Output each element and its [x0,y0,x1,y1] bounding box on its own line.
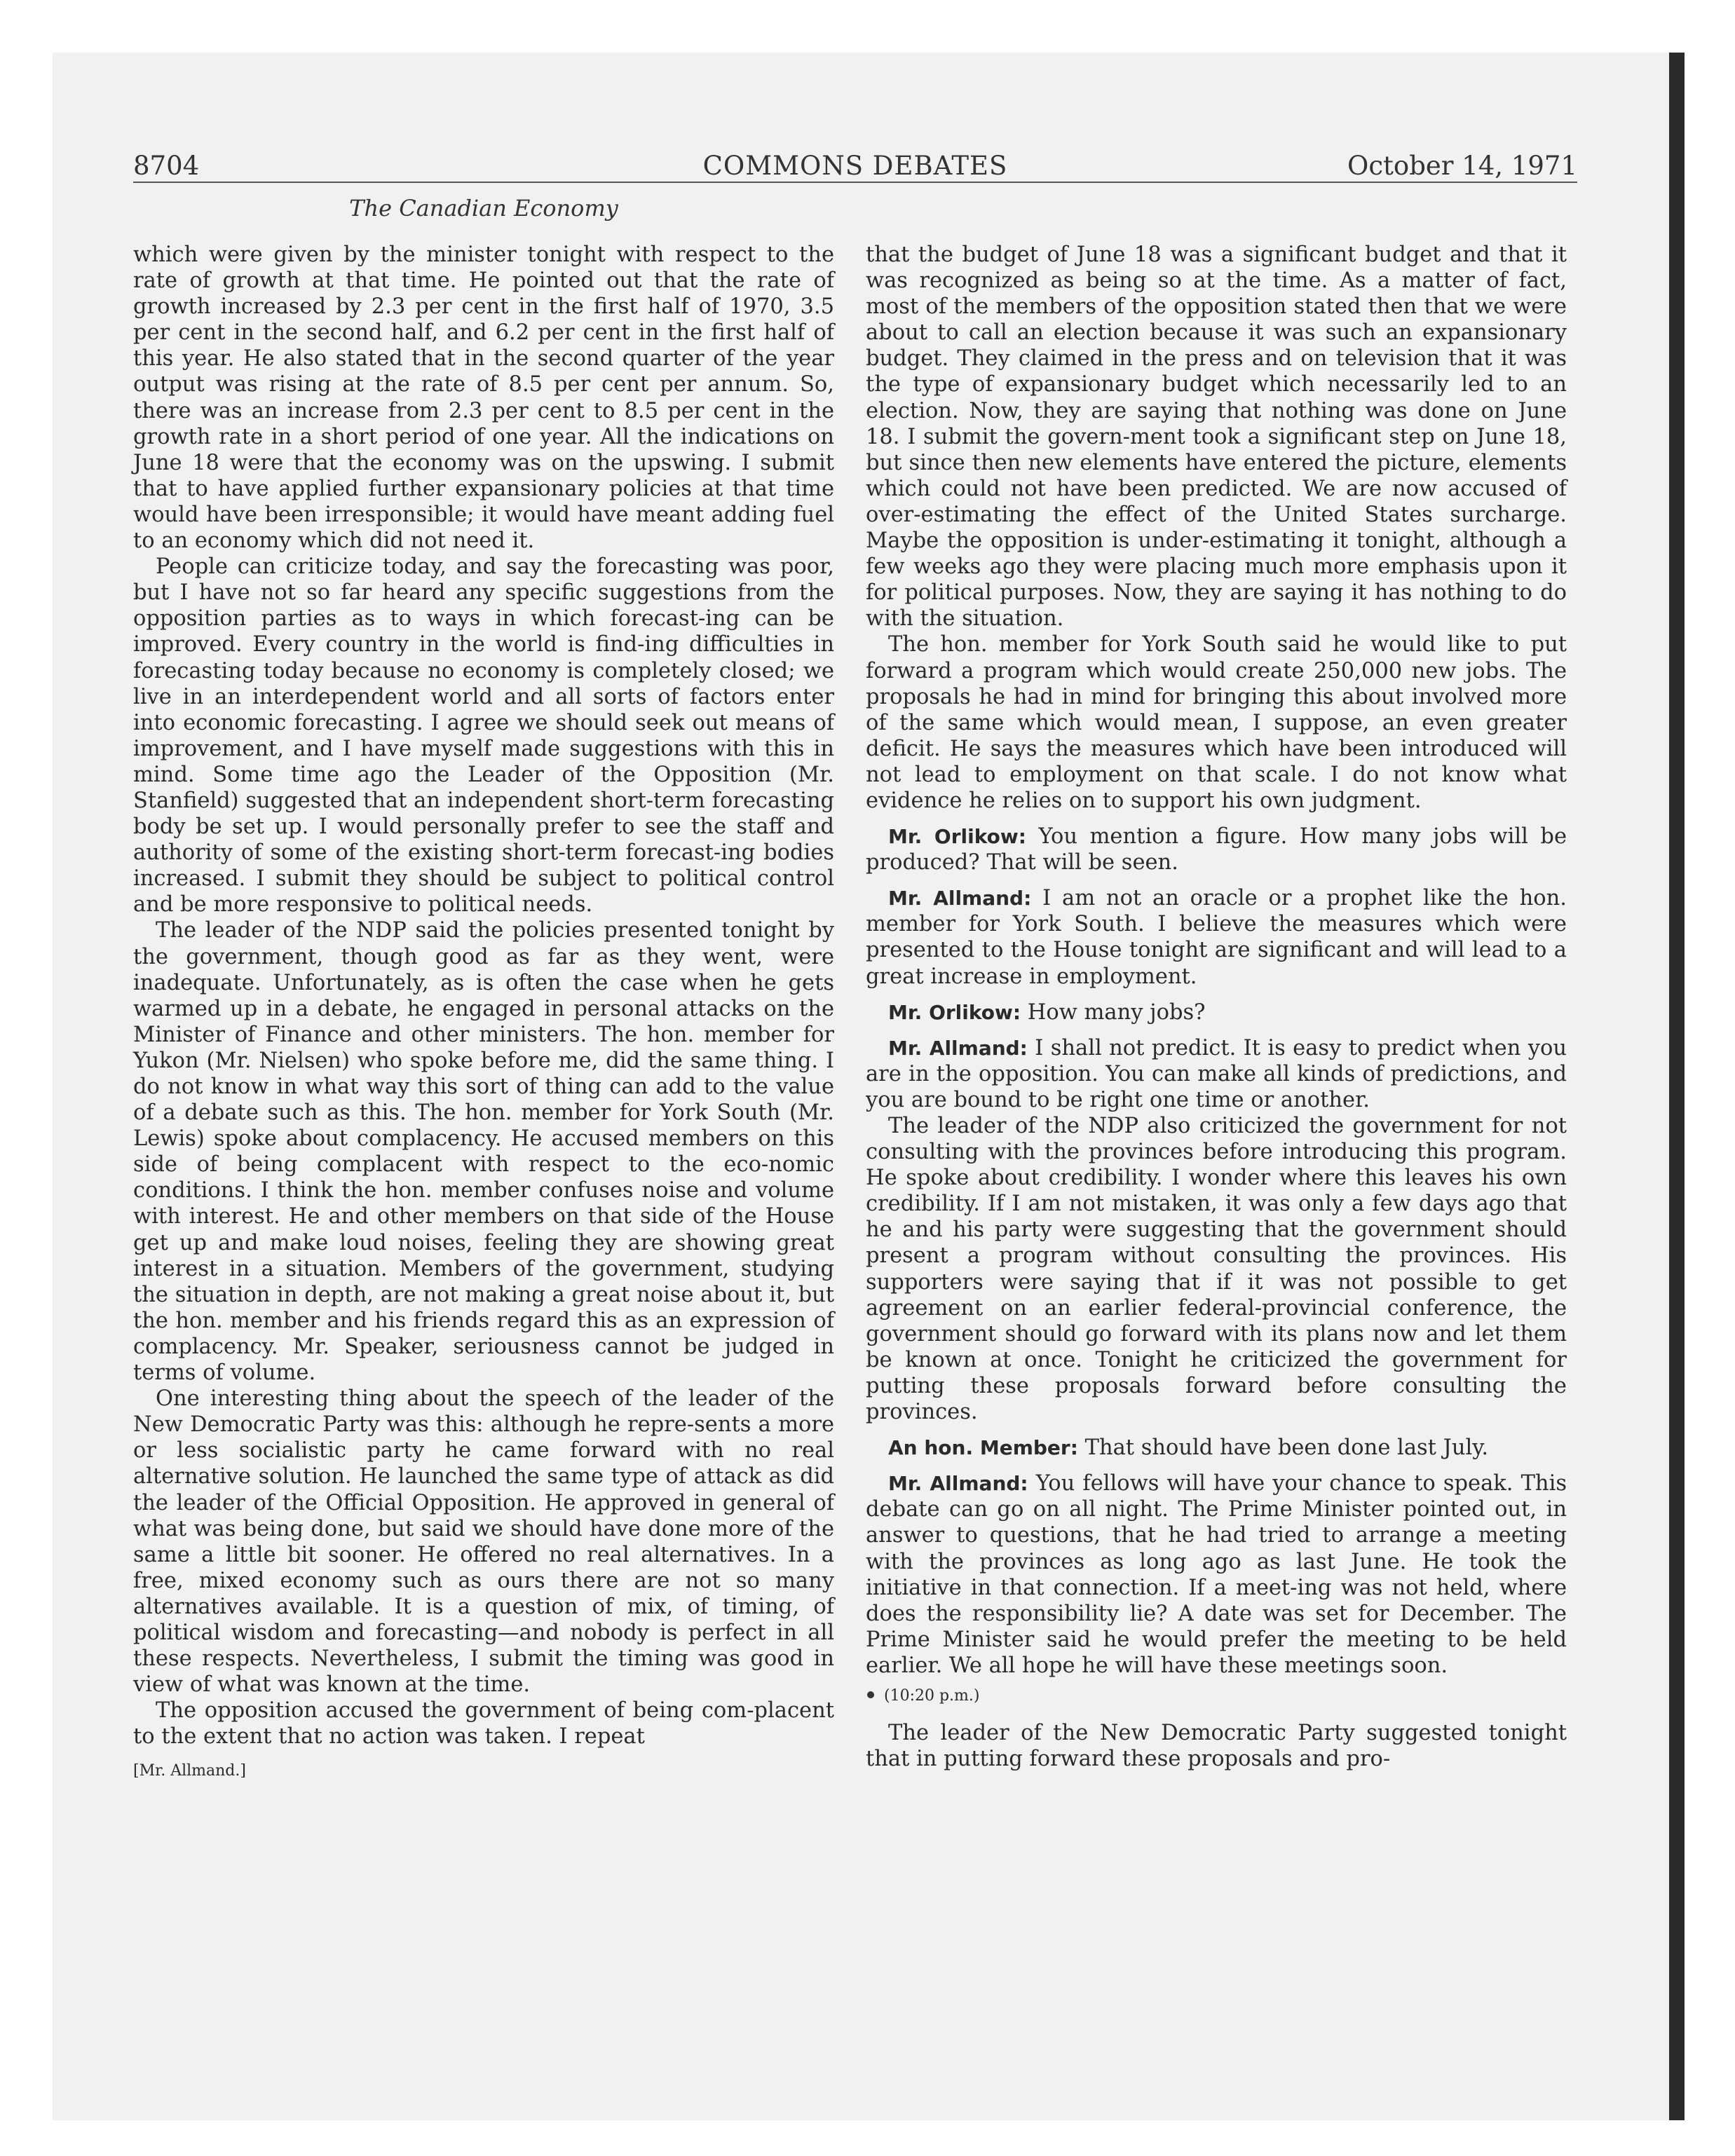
speech-paragraph [866,1035,1567,1113]
speech-text: I am not an oracle or a prophet like the hon. member for York South. I believe the measures which were presented to the House tonight are significant and will lead to a great increase in employment. [866,886,1567,989]
speaker-name: An hon. Member: [888,1436,1078,1460]
speech-text: You mention a figure. How many jobs will be produced? That will be seen. [866,824,1567,875]
paragraph: The leader of the New Democratic Party suggested tonight that in putting forward these proposals and pro- [866,1721,1567,1772]
page-spine-edge [1669,53,1685,2120]
speaker-name: Mr. Allmand: [888,1472,1028,1496]
paragraph: People can criticize today, and say the forecasting was poor, but I have not so far heard any specific suggestions from the opposition parties as to ways in which forecast-ing can be improved. Every country in the world is find-ing difficulties in forecasting today because no economy is completely closed; we live in an interdependent world and all sorts of factors enter into economic forecasting. I agree we should seek out means of improvement, and I have myself made suggestions with this in mind. Some time ago the Leader of the Opposition (Mr. Stanfield) suggested that an independent short-term forecasting body be set up. I would personally prefer to see the staff and authority of some of the existing short-term forecast-ing bodies increased. I submit they should be subject to political control and be more responsive to political needs. [133,554,834,917]
paragraph: The leader of the NDP said the policies presented tonight by the government, though good as far as they went, were inadequate. Unfortunately, as is often the case when he gets warmed up in a debate, he engaged in personal attacks on the Minister of Finance and other ministers. The hon. member for Yukon (Mr. Nielsen) who spoke before me, did the same thing. I do not know in what way this sort of thing can add to the value of a debate such as this. The hon. member for York South (Mr. Lewis) spoke about complacency. He accused members on this side of being complacent with respect to the eco-nomic conditions. I think the hon. member confuses noise and volume with interest. He and other members on that side of the House get up and make loud noises, feeling they are showing great interest in a situation. Members of the government, studying the situation in depth, are not making a great noise about it, but the hon. member and his friends regard this as an expression of complacency. Mr. Speaker, seriousness cannot be judged in terms of volume. [133,918,834,1386]
speech-text: That should have been done last July. [1084,1435,1489,1461]
speaker-name: Mr. Allmand: [888,887,1032,910]
speech-text: I shall not predict. It is easy to predict when you are in the opposition. You can make all kinds of predictions, and you are bound to be right one time or another. [866,1035,1567,1112]
publication-title: COMMONS DEBATES [702,151,1008,181]
speaker-footnote: [Mr. Allmand.] [133,1762,246,1780]
left-column [133,242,834,1785]
speech-paragraph [866,999,1567,1025]
paragraph: The leader of the NDP also criticized the government for not consulting with the provinces before introducing this program. He spoke about credibility. I wonder where this leaves his own credibility. If I am not mistaken, it was only a few days ago that he and his party were suggesting that the government should present a program without consulting the provinces. His supporters were saying that if it was not possible to get agreement on an earlier federal-provincial conference, the government should go forward with its plans now and let them be known at once. Tonight he criticized the government for putting these proposals forward before consulting the provinces. [866,1114,1567,1425]
running-header [133,151,1577,183]
paragraph: which were given by the minister tonight with respect to the rate of growth at that time. He pointed out that the rate of growth increased by 2.3 per cent in the first half of 1970, 3.5 per cent in the second half, and 6.2 per cent in the first half of this year. He also stated that in the second quarter of the year output was rising at the rate of 8.5 per cent per annum. So, there was an increase from 2.3 per cent to 8.5 per cent in the growth rate in a short period of one year. All the indications on June 18 were that the economy was on the upswing. I submit that to have applied further expansionary policies at that time would have been irresponsible; it would have meant adding fuel to an economy which did not need it. [133,243,834,554]
timestamp-marker [866,1683,1567,1709]
bullet-icon [867,1691,874,1698]
speech-paragraph [866,1471,1567,1679]
speaker-name: Mr. Allmand: [888,1036,1028,1060]
speaker-name: Mr. Orlikow: [888,825,1026,849]
speech-paragraph [866,824,1567,875]
speech-text: You fellows will have your chance to speak. This debate can go on all night. The Prime Minister pointed out, in answer to questions, that he had tried to arrange a meeting with the provinces as long ago as last June. He took the initiative in that connection. If a meet-ing was not held, where does the responsibility lie? A date was set for December. The Prime Minister said he would prefer the meeting to be held earlier. We all hope he will have these meetings soon. [866,1471,1567,1678]
section-subhead: The Canadian Economy [349,195,618,221]
page-number: 8704 [133,151,200,181]
speech-text: How many jobs? [1027,999,1206,1025]
paragraph: that the budget of June 18 was a significant budget and that it was recognized as being so at the time. As a matter of fact, most of the members of the opposition stated then that we were about to call an election because it was such an expansionary budget. They claimed in the press and on television that it was the type of expansionary budget which necessarily led to an election. Now, they are saying that nothing was done on June 18. I submit the govern-ment took a significant step on June 18, but since then new elements have entered the picture, elements which could not have been predicted. We are now accused of over-estimating the effect of the United States surcharge. Maybe the opposition is under-estimating it tonight, although a few weeks ago they were placing much more emphasis upon it for political purposes. Now, they are saying it has nothing to do with the situation. [866,243,1567,632]
speech-paragraph [866,885,1567,989]
speaker-name: Mr. Orlikow: [888,1000,1021,1024]
debate-date: October 14, 1971 [1347,151,1577,181]
paragraph: One interesting thing about the speech of the leader of the New Democratic Party was this: although he repre-sents a more or less socialistic party he came forward with no real alternative solution. He launched the same type of attack as did the leader of the Official Opposition. He approved in general of what was being done, but said we should have done more of the same a little bit sooner. He offered no real alternatives. In a free, mixed economy such as ours there are not so many alternatives available. It is a question of mix, of timing, of political wisdom and forecasting—and nobody is perfect in all these respects. Nevertheless, I submit the timing was good in view of what was known at the time. [133,1386,834,1698]
paragraph: The opposition accused the government of being com-placent to the extent that no action was taken. I repeat [133,1698,834,1749]
right-column [866,242,1567,1772]
timestamp-text: (10:20 p.m.) [884,1686,980,1705]
paragraph: The hon. member for York South said he would like to put forward a program which would create 250,000 new jobs. The proposals he had in mind for bringing this about involved more of the same which would mean, I suppose, an even greater deficit. He says the measures which have been introduced will not lead to employment on that scale. I do not know what evidence he relies on to support his own judgment. [866,632,1567,813]
speech-paragraph [866,1435,1567,1461]
